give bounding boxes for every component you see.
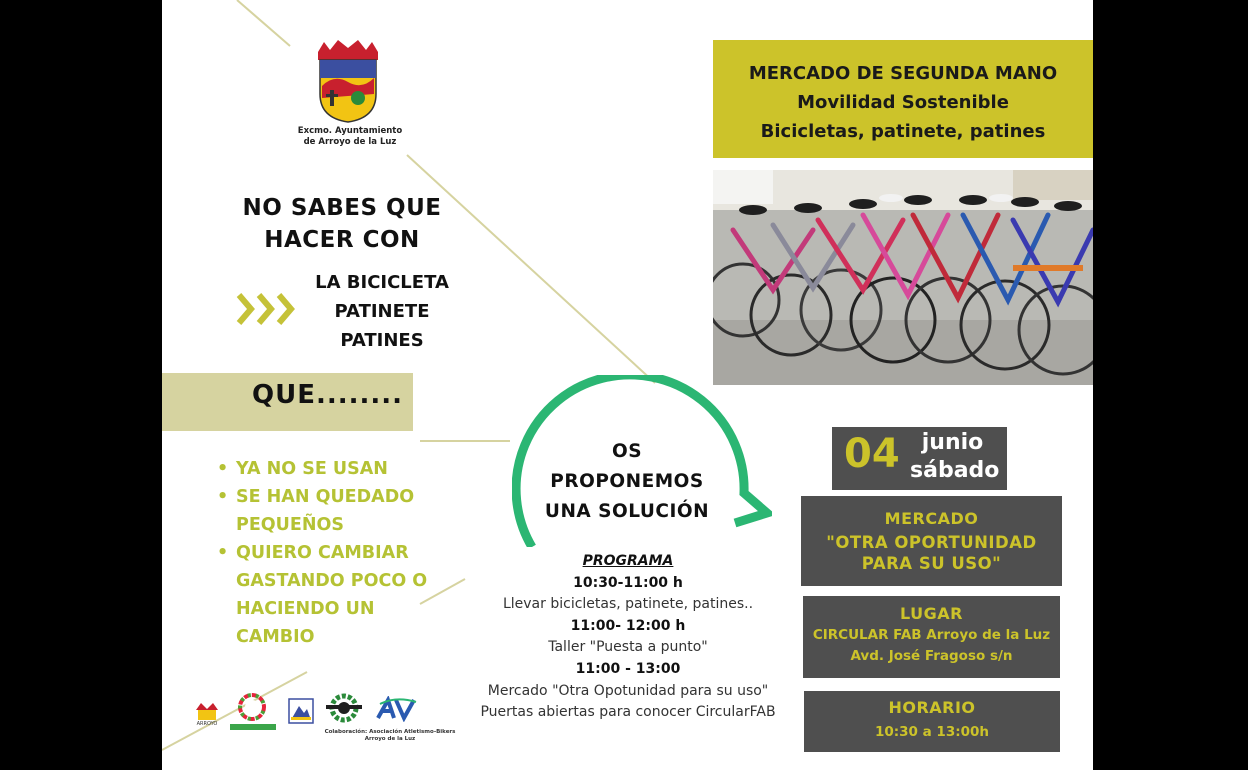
solution-text bbox=[537, 437, 717, 527]
program-desc: Mercado "Otra Opotunidad para su uso" bbox=[487, 682, 769, 699]
date-day: 04 bbox=[844, 431, 900, 477]
collab-line2: Arroyo de la Luz bbox=[364, 736, 416, 742]
program-footer: Puertas abiertas para conocer CircularFAB bbox=[480, 704, 776, 721]
item-bicycle: LA BICICLETA bbox=[315, 272, 449, 293]
reason-item: • QUIERO CAMBIAR GASTANDO POCO O HACIENDO UN CAMBIO bbox=[217, 539, 447, 651]
headline-line1: NO SABES QUE bbox=[242, 195, 442, 221]
mercado-subtitle bbox=[801, 532, 1062, 574]
headline bbox=[222, 192, 462, 256]
arroyo-logo-icon bbox=[192, 700, 222, 722]
header-line2: Movilidad Sostenible bbox=[797, 92, 1009, 113]
mercado-box bbox=[801, 496, 1062, 586]
que-label: QUE........ bbox=[252, 380, 403, 410]
bubble-line3: UNA SOLUCIÓN bbox=[544, 501, 710, 522]
sdg-wheel-icon bbox=[238, 693, 266, 721]
bicycles-photo bbox=[713, 170, 1093, 385]
lugar-heading: LUGAR bbox=[900, 604, 963, 623]
lugar-address bbox=[803, 625, 1060, 667]
crest-caption bbox=[290, 126, 410, 148]
program-time: 11:00- 12:00 h bbox=[570, 617, 686, 634]
lugar-line2: Avd. José Fragoso s/n bbox=[850, 648, 1013, 664]
date-weekday: sábado bbox=[910, 458, 1000, 483]
item-skates: PATINES bbox=[340, 330, 424, 351]
reason-item: • YA NO SE USAN bbox=[217, 455, 447, 483]
mountain-logo-icon bbox=[288, 698, 314, 724]
triple-chevron-icon bbox=[235, 289, 305, 329]
headline-line2: HACER CON bbox=[264, 227, 420, 253]
items-list bbox=[302, 268, 462, 355]
mercado-line1: "OTRA OPORTUNIDAD bbox=[826, 533, 1037, 552]
program-title: PROGRAMA bbox=[582, 553, 674, 569]
date-month-weekday bbox=[910, 429, 1000, 485]
header-line3: Bicicletas, patinete, patines bbox=[760, 121, 1046, 142]
arroyo-logo-caption: ARROYO bbox=[196, 721, 218, 727]
horario-heading: HORARIO bbox=[888, 698, 976, 717]
program-section bbox=[462, 551, 794, 724]
reason-item: • SE HAN QUEDADO PEQUEÑOS bbox=[217, 483, 447, 539]
horario-box bbox=[804, 691, 1060, 752]
program-desc: Taller "Puesta a punto" bbox=[548, 639, 708, 656]
bubble-line1: OS bbox=[611, 441, 643, 462]
bubble-line2: PROPONEMOS bbox=[550, 471, 704, 492]
collaboration-caption bbox=[320, 729, 460, 743]
collab-line1: Colaboración: Asociación Atletismo-Bikers bbox=[324, 729, 456, 735]
av-logo-icon bbox=[376, 696, 418, 722]
market-header-text bbox=[713, 59, 1093, 146]
mercado-line2: PARA SU USO" bbox=[861, 554, 1002, 573]
program-time: 10:30-11:00 h bbox=[573, 574, 683, 591]
sdg-green-bar bbox=[230, 724, 276, 730]
date-month: junio bbox=[921, 430, 984, 455]
reasons-list bbox=[217, 455, 447, 651]
event-poster bbox=[162, 0, 1093, 770]
lugar-box bbox=[803, 596, 1060, 678]
mercado-heading: MERCADO bbox=[884, 509, 979, 528]
municipal-crest-icon bbox=[310, 38, 386, 124]
lugar-line1: CIRCULAR FAB Arroyo de la Luz bbox=[812, 627, 1051, 643]
program-desc: Llevar bicicletas, patinete, patines.. bbox=[502, 596, 754, 613]
crest-caption-line1: Excmo. Ayuntamiento bbox=[297, 126, 403, 136]
crest-caption-line2: de Arroyo de la Luz bbox=[303, 137, 397, 147]
header-line1: MERCADO DE SEGUNDA MANO bbox=[748, 63, 1058, 84]
program-time: 11:00 - 13:00 bbox=[575, 660, 681, 677]
gear-logo-icon bbox=[324, 690, 364, 726]
horario-time: 10:30 a 13:00h bbox=[874, 724, 990, 740]
item-scooter: PATINETE bbox=[334, 301, 430, 322]
